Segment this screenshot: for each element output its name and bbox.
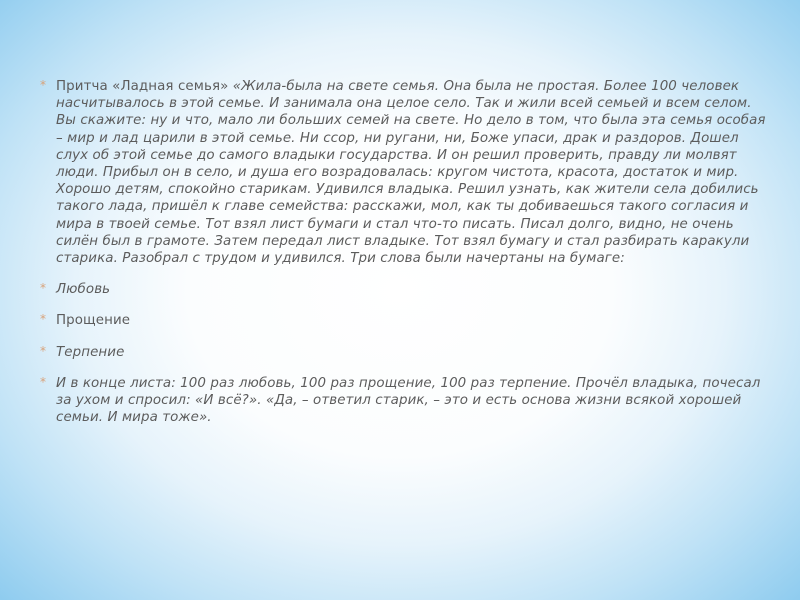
parable-text: «Жила-была на свете семья. Она была не простая. Более 100 человек насчитывалось в этой семье. И занимала она целое село. Так и жили всей семьей и всем селом. Вы скажите: ну и что, мало ли больших семей на свете. Но дело в том, что была эта семья особая – мир и лад царили в этой семье. Ни ссор, ни ругани, ни, Боже упаси, драк и раздоров. Дошел слух об этой семье до самого владыки государства. И он решил проверить, правду ли молвят люди. Прибыл он в село, и душа его возрадовалась: кругом чистота, красота, достаток и мир. Хорошо детям, спокойно старикам. Удивился владыка. Решил узнать, как жители села добились такого лада, пришёл к главе семейства: расскажи, мол, как ты добиваешься такого согласия и мира в твоей семье. Тот взял лист бумаги и стал что-то писать. Писал долго, видно, не очень силён был в грамоте. Затем передал лист владыке. Тот взял бумагу и стал разбирать каракули старика. Разобрал с трудом и удивился. Три слова были начертаны на бумаге: xyxy=(56,79,766,267)
list-item-patience xyxy=(40,344,770,361)
bullet-marker-icon: * xyxy=(40,281,47,296)
list-item-forgiveness-text: Прощение xyxy=(56,313,131,329)
bullet-marker-icon: * xyxy=(40,312,47,327)
bullet-marker-icon: * xyxy=(40,78,47,92)
slide-content xyxy=(40,78,770,426)
parable-paragraph xyxy=(40,78,770,267)
list-item-forgiveness xyxy=(40,312,770,329)
closing-paragraph-text: И в конце листа: 100 раз любовь, 100 раз прощение, 100 раз терпение. Прочёл владыка, почесал за ухом и спросил: «И всё?». «Да, – ответил старик, – это и есть основа жизни всякой хорошей семьи. И мира тоже». xyxy=(56,375,761,426)
bullet-marker-icon: * xyxy=(40,374,47,389)
list-item-patience-text: Терпение xyxy=(56,344,125,360)
list-item-love-text: Любовь xyxy=(56,282,111,298)
parable-title: Притча «Ладная семья» xyxy=(56,79,233,94)
list-item-love xyxy=(40,281,770,298)
bullet-marker-icon: * xyxy=(40,343,47,358)
closing-paragraph xyxy=(40,375,770,427)
